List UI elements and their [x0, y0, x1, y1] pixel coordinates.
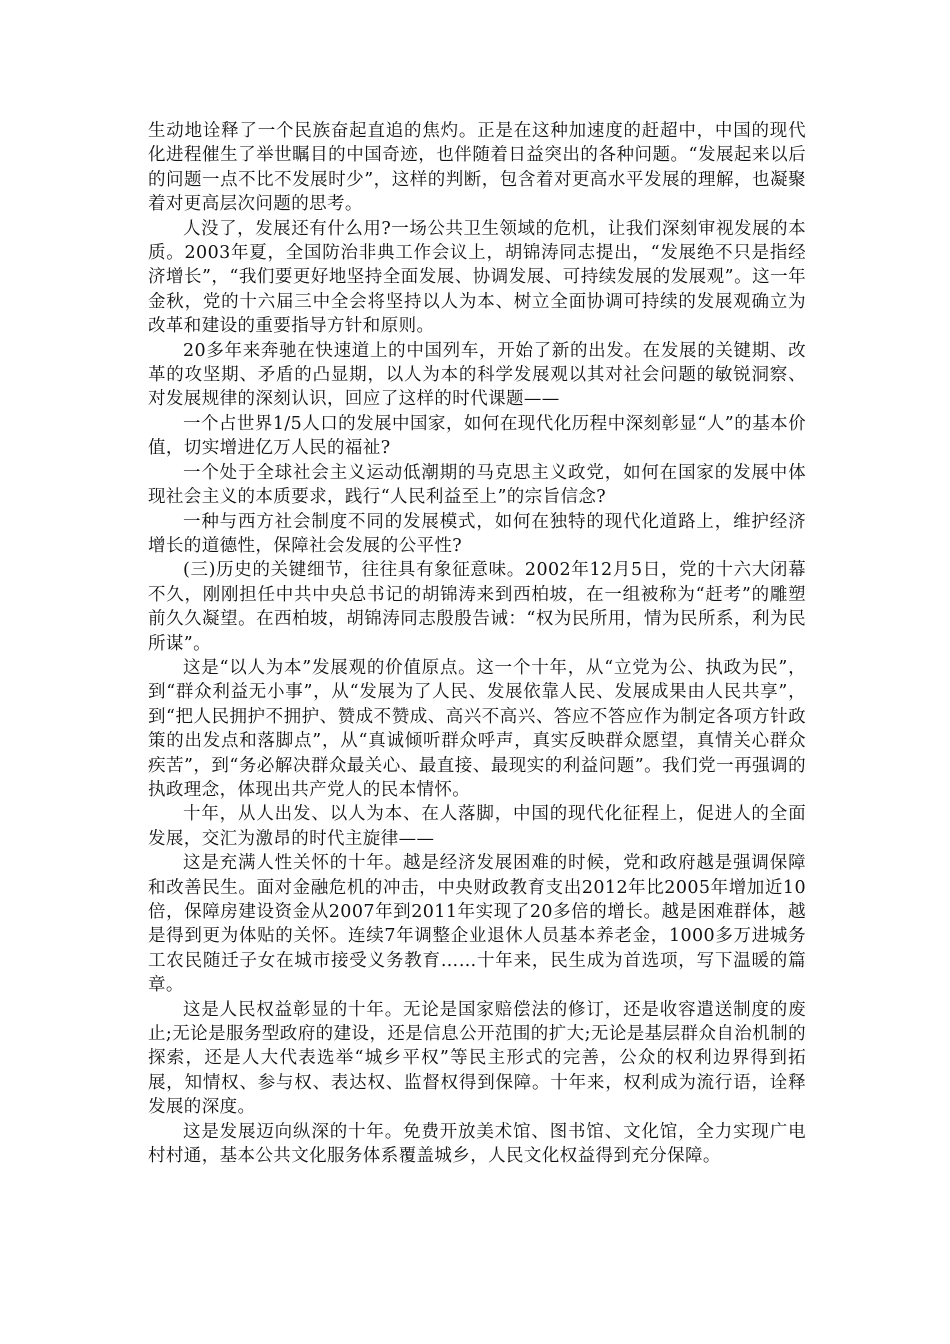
- paragraph-7: (三)历史的关键细节，往往具有象征意味。2002年12月5日，党的十六大闭幕不久，刚刚担任中共中央总书记的胡锦涛来到西柏坡，在一组被称为“赶考”的雕塑前久久凝望。在西柏坡，胡锦涛同志殷殷告诫：“权为民所用，情为民所系，利为民所谋”。: [148, 560, 806, 654]
- paragraph-11: 这是人民权益彰显的十年。无论是国家赔偿法的修订，还是收容遣送制度的废止;无论是服务型政府的建设，还是信息公开范围的扩大;无论是基层群众自治机制的探索，还是人大代表选举“城乡平权”等民主形式的完善，公众的权利边界得到拓展，知情权、参与权、表达权、监督权得到保障。十年来，权利成为流行语，诠释发展的深度。: [148, 999, 806, 1118]
- paragraph-1: 生动地诠释了一个民族奋起直追的焦灼。正是在这种加速度的赶超中，中国的现代化进程催生了举世瞩目的中国奇迹，也伴随着日益突出的各种问题。“发展起来以后的问题一点不比不发展时少”，这样的判断，包含着对更高水平发展的理解，也凝聚着对更高层次问题的思考。: [148, 121, 806, 215]
- paragraph-4: 一个占世界1/5人口的发展中国家，如何在现代化历程中深刻彰显“人”的基本价值，切实增进亿万人民的福祉?: [148, 413, 806, 459]
- paragraph-6: 一种与西方社会制度不同的发展模式，如何在独特的现代化道路上，维护经济增长的道德性，保障社会发展的公平性?: [148, 511, 806, 556]
- paragraph-12: 这是发展迈向纵深的十年。免费开放美术馆、图书馆、文化馆，全力实现广电村村通，基本公共文化服务体系覆盖城乡，人民文化权益得到充分保障。: [148, 1121, 806, 1167]
- paragraph-5: 一个处于全球社会主义运动低潮期的马克思主义政党，如何在国家的发展中体现社会主义的本质要求，践行“人民利益至上”的宗旨信念?: [148, 462, 806, 508]
- paragraph-8: 这是“以人为本”发展观的价值原点。这一个十年，从“立党为公、执政为民”，到“群众利益无小事”，从“发展为了人民、发展依靠人民、发展成果由人民共享”，到“把人民拥护不拥护、赞成不赞成、高兴不高兴、答应不答应作为制定各项方针政策的出发点和落脚点”，从“真诚倾听群众呼声，真实反映群众愿望，真情关心群众疾苦”，到“务必解决群众最关心、最直接、最现实的利益问题”。我们党一再强调的执政理念，体现出共产党人的民本情怀。: [148, 657, 806, 800]
- paragraph-3: 20多年来奔驰在快速道上的中国列车，开始了新的出发。在发展的关键期、改革的攻坚期、矛盾的凸显期，以人为本的科学发展观以其对社会问题的敏锐洞察、对发展规律的深刻认识，回应了这样的时代课题——: [148, 340, 806, 410]
- paragraph-9: 十年，从人出发、以人为本、在人落脚，中国的现代化征程上，促进人的全面发展，交汇为激昂的时代主旋律——: [148, 804, 806, 849]
- document-body: [148, 119, 806, 1168]
- paragraph-10: 这是充满人性关怀的十年。越是经济发展困难的时候，党和政府越是强调保障和改善民生。面对金融危机的冲击，中央财政教育支出2012年比2005年增加近10倍，保障房建设资金从2007年到2011年实现了20多倍的增长。越是困难群体，越是得到更为体贴的关怀。连续7年调整企业退休人员基本养老金，1000多万进城务工农民随迁子女在城市接受义务教育……十年来，民生成为首选项，写下温暖的篇章。: [148, 853, 806, 996]
- paragraph-2: 人没了，发展还有什么用?一场公共卫生领域的危机，让我们深刻审视发展的本质。2003年夏，全国防治非典工作会议上，胡锦涛同志提出，“发展绝不只是指经济增长”，“我们要更好地坚持全面发展、协调发展、可持续发展的发展观”。这一年金秋，党的十六届三中全会将坚持以人为本、树立全面协调可持续的发展观确立为改革和建设的重要指导方针和原则。: [148, 218, 806, 337]
